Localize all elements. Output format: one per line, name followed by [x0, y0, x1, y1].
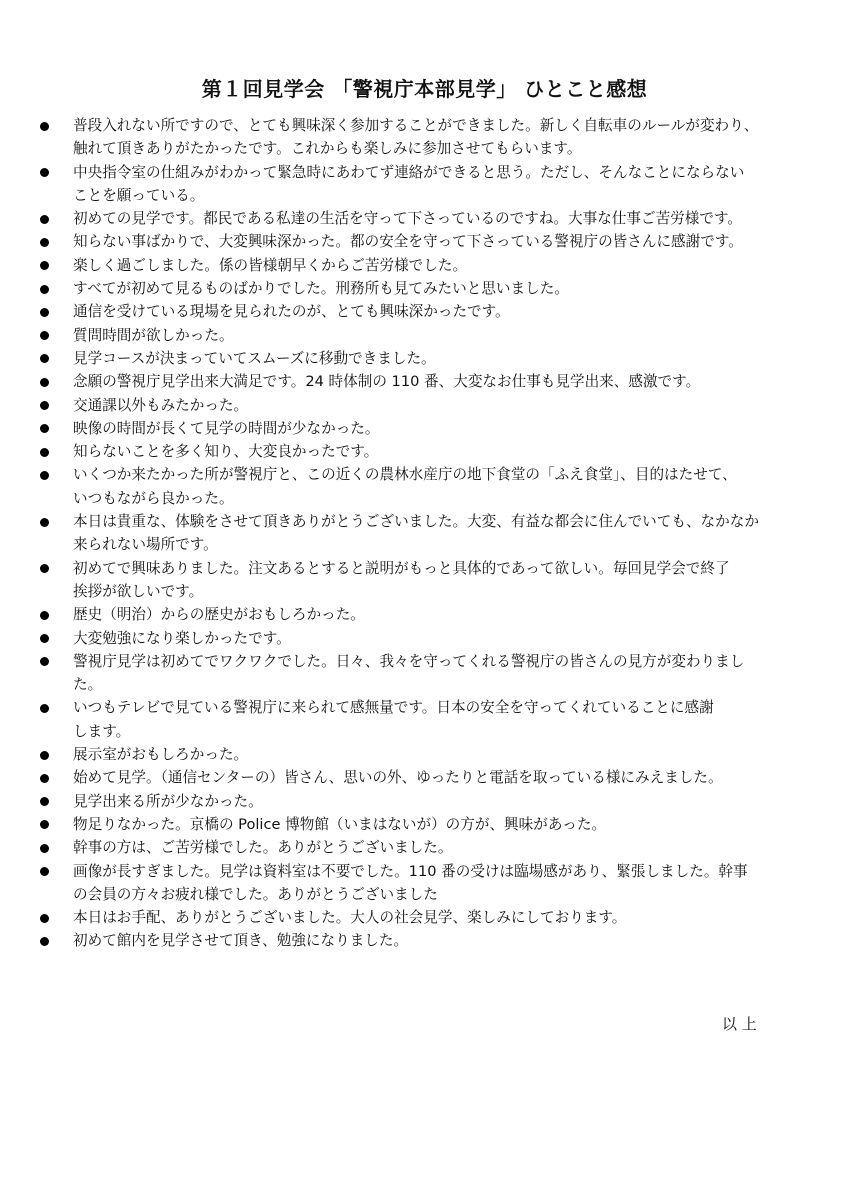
bullet-icon — [40, 867, 49, 876]
comment-item — [0, 347, 849, 370]
comment-text: 初めての見学です。都民である私達の生活を守って下さっているのですね。大事な仕事ご苦労様です。 — [73, 210, 742, 228]
comment-text: いくつか来たかった所が警視庁と、この近くの農林水産庁の地下食堂の「ふえ食堂」、目的はたせて、 いつもながら良かった。 — [73, 466, 737, 507]
comment-item — [0, 161, 849, 208]
bullet-icon — [40, 937, 49, 946]
comment-item — [0, 603, 849, 626]
bullet-icon — [40, 261, 49, 270]
bullet-icon — [40, 285, 49, 294]
comment-text: 楽しく過ごしました。係の皆様朝早くからご苦労様でした。 — [73, 256, 468, 274]
comment-item — [0, 766, 849, 789]
comment-item — [0, 370, 849, 393]
comment-item — [0, 440, 849, 463]
comment-text: 画像が長すぎました。見学は資料室は不要でした。110 番の受けは臨場感があり、緊張しました。幹事 の会員の方々お疲れ様でした。ありがとうございました — [73, 862, 748, 903]
comment-text: 質問時間が欲しかった。 — [73, 326, 234, 344]
comment-item — [0, 627, 849, 650]
bullet-icon — [40, 471, 49, 480]
comment-text: 念願の警視庁見学出来大満足です。24 時体制の 110 番、大変なお仕事も見学出来、感激です。 — [73, 373, 701, 391]
comment-item — [0, 696, 849, 743]
bullet-icon — [40, 122, 49, 131]
page-title: 第１回見学会 「警視庁本部見学」 ひとこと感想 — [201, 77, 648, 102]
comment-item — [0, 557, 849, 604]
comment-item — [0, 463, 849, 510]
comment-text: 大変勉強になり楽しかったです。 — [73, 629, 291, 647]
comment-item — [0, 906, 849, 929]
comment-item — [0, 254, 849, 277]
comment-text: 歴史（明治）からの歴史がおもしろかった。 — [73, 606, 365, 624]
comment-text: 本日はお手配、ありがとうございました。大人の社会見学、楽しみにしております。 — [73, 909, 627, 927]
bullet-icon — [40, 820, 49, 829]
comment-item — [0, 300, 849, 323]
bullet-icon — [40, 424, 49, 433]
bullet-icon — [40, 215, 49, 224]
comment-text: 初めて館内を見学させて頂き、勉強になりました。 — [73, 932, 409, 950]
bullet-icon — [40, 378, 49, 387]
bullet-icon — [40, 774, 49, 783]
closing-mark: 以 上 — [722, 1015, 757, 1033]
bullet-icon — [40, 611, 49, 620]
comment-item — [0, 929, 849, 952]
comment-text: 知らない事ばかりで、大変興味深かった。都の安全を守って下さっている警視庁の皆さんに感謝です。 — [73, 233, 743, 251]
bullet-icon — [40, 704, 49, 713]
comment-text: 見学出来る所が少なかった。 — [73, 792, 263, 810]
comment-item — [0, 650, 849, 697]
bullet-icon — [40, 564, 49, 573]
bullet-icon — [40, 797, 49, 806]
comment-text: 中央指令室の仕組みがわかって緊急時にあわてず連絡ができると思う。ただし、そんなことにならない ことを願っている。 — [73, 163, 745, 204]
comment-text: 見学コースが決まっていてスムーズに移動できました。 — [73, 349, 436, 367]
bullet-icon — [40, 657, 49, 666]
bullet-icon — [40, 634, 49, 643]
bullet-icon — [40, 238, 49, 247]
comment-text: すべてが初めて見るものばかりでした。刑務所も見てみたいと思いました。 — [73, 280, 569, 298]
bullet-icon — [40, 751, 49, 760]
bullet-icon — [40, 914, 49, 923]
comment-text: 初めてで興味ありました。注文あるとすると説明がもっと具体的であって欲しい。毎回見学会で終了 挨拶が欲しいです。 — [73, 559, 730, 600]
comment-text: 普段入れない所ですので、とても興味深く参加することができました。新しく自転車のルールが変わり、 触れて頂きありがたかったです。これからも楽しみに参加させてもらいます。 — [73, 117, 759, 158]
comment-text: 映像の時間が長くて見学の時間が少なかった。 — [73, 419, 380, 437]
comment-item — [0, 836, 849, 859]
comment-item — [0, 510, 849, 557]
bullet-icon — [40, 308, 49, 317]
comment-item — [0, 813, 849, 836]
comment-text: 始めて見学。（通信センターの）皆さん、思いの外、ゆったりと電話を取っている様にみえました。 — [73, 769, 723, 787]
bullet-icon — [40, 448, 49, 457]
comment-item — [0, 277, 849, 300]
comment-text: いつもテレビで見ている警視庁に来られて感無量です。日本の安全を守ってくれていることに感謝 します。 — [73, 699, 714, 740]
comment-item — [0, 860, 849, 907]
bullet-icon — [40, 354, 49, 363]
comment-item — [0, 394, 849, 417]
bullet-icon — [40, 844, 49, 853]
comment-item — [0, 324, 849, 347]
comment-text: 幹事の方は、ご苦労様でした。ありがとうございました。 — [73, 839, 453, 857]
comment-list — [0, 114, 849, 953]
comment-item — [0, 207, 849, 230]
comment-text: 知らないことを多く知り、大変良かったです。 — [73, 443, 379, 461]
comment-item — [0, 114, 849, 161]
bullet-icon — [40, 401, 49, 410]
comment-item — [0, 230, 849, 253]
comment-text: 本日は貴重な、体験をさせて頂きありがとうございました。大変、有益な都会に住んでいても、なかなか 来られない場所です。 — [73, 513, 759, 554]
comment-text: 警視庁見学は初めてでワクワクでした。日々、我々を守ってくれる警視庁の皆さんの見方が変わりまし た。 — [73, 652, 745, 694]
comment-text: 展示室がおもしろかった。 — [73, 746, 249, 764]
comment-text: 通信を受けている現場を見られたのが、とても興味深かったです。 — [73, 303, 510, 321]
bullet-icon — [40, 518, 49, 527]
bullet-icon — [40, 331, 49, 340]
comment-item — [0, 417, 849, 440]
bullet-icon — [40, 168, 49, 177]
comment-item — [0, 790, 849, 813]
comment-text: 交通課以外もみたかった。 — [73, 396, 249, 414]
comment-text: 物足りなかった。京橋の Police 博物館（いまはないが）の方が、興味があった。 — [73, 815, 607, 833]
comment-item — [0, 743, 849, 766]
